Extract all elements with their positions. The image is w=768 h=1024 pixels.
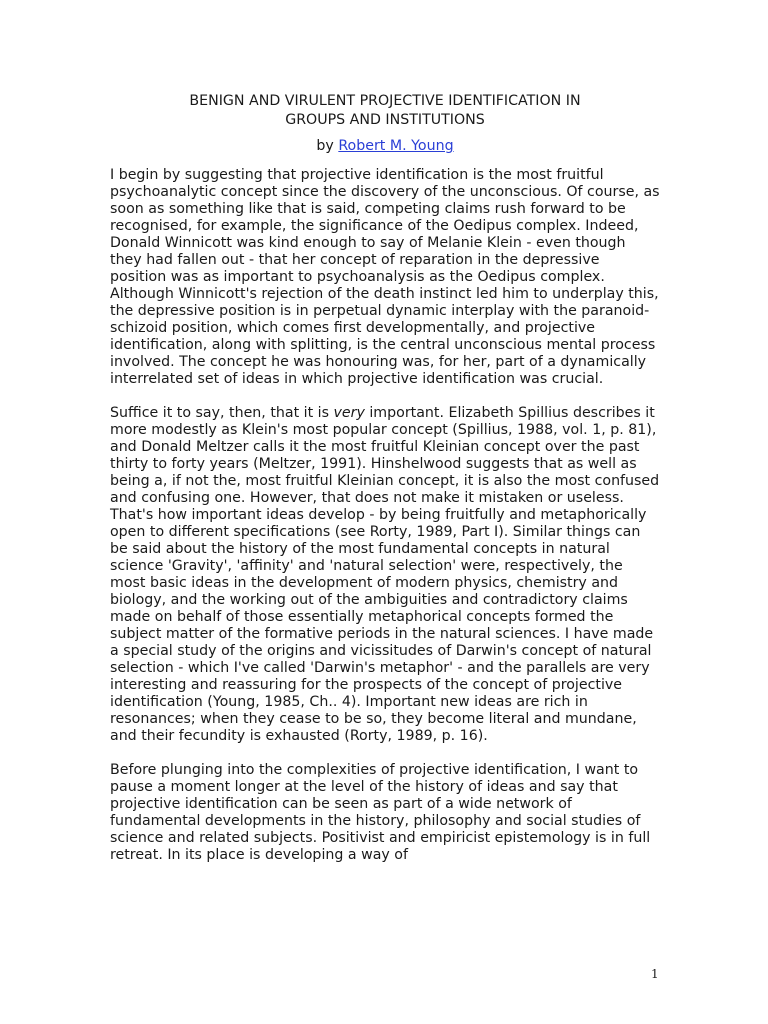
- document-title: [110, 92, 660, 130]
- paragraph-2: [110, 405, 660, 745]
- page-number: 1: [651, 967, 659, 981]
- author-link[interactable]: Robert M. Young: [338, 138, 454, 154]
- byline: [110, 138, 660, 155]
- paragraph-2-text-a: Suffice it to say, then, that it is: [110, 405, 334, 421]
- by-prefix: by: [316, 138, 339, 154]
- paragraph-1: I begin by suggesting that projective identification is the most fruitful psychoanalytic concept since the discovery of the unconscious. Of course, as soon as something like that is said, competing claims rush forward to be recognised, for example, the significance of the Oedipus complex. Indeed, Donald Winnicott was kind enough to say of Melanie Klein - even though they had fallen out - that her concept of reparation in the depressive position was as important to psychoanalysis as the Oedipus complex. Although Winnicott's rejection of the death instinct led him to underplay this, the depressive position is in perpetual dynamic interplay with the paranoid-schizoid position, which comes first developmentally, and projective identification, along with splitting, is the central unconscious mental process involved. The concept he was honouring was, for her, part of a dynamically interrelated set of ideas in which projective identification was crucial.: [110, 167, 660, 387]
- title-line-1: BENIGN AND VIRULENT PROJECTIVE IDENTIFICATION IN: [189, 93, 581, 109]
- paragraph-2-text-b: important. Elizabeth Spillius describes it more modestly as Klein's most popular concept (Spillius, 1988, vol. 1, p. 81), and Donald Meltzer calls it the most fruitful Kleinian concept over the past thirty to forty years (Meltzer, 1991). Hinshelwood suggests that as well as being a, if not the, most fruitful Kleinian concept, it is also the most confused and confusing one. However, that does not make it mistaken or useless. That's how important ideas develop - by being fruitfully and metaphorically open to different specifications (see Rorty, 1989, Part I). Similar things can be said about the history of the most fundamental concepts in natural science 'Gravity', 'affinity' and 'natural selection' were, respectively, the most basic ideas in the development of modern physics, chemistry and biology, and the working out of the ambiguities and contradictory claims made on behalf of those essentially metaphorical concepts formed the subject matter of the formative periods in the natural sciences. I have made a special study of the origins and vicissitudes of Darwin's concept of natural selection - which I've called 'Darwin's metaphor' - and the parallels are very interesting and reassuring for the prospects of the concept of projective identification (Young, 1985, Ch.. 4). Important new ideas are rich in resonances; when they cease to be so, they become literal and mundane, and their fecundity is exhausted (Rorty, 1989, p. 16).: [110, 405, 660, 744]
- paragraph-3: Before plunging into the complexities of projective identification, I want to pause a moment longer at the level of the history of ideas and say that projective identification can be seen as part of a wide network of fundamental developments in the history, philosophy and social studies of science and related subjects. Positivist and empiricist epistemology is in full retreat. In its place is developing a way of: [110, 762, 651, 863]
- title-line-2: GROUPS AND INSTITUTIONS: [285, 112, 485, 128]
- document-body: [110, 92, 660, 881]
- emphasis-word: very: [333, 405, 365, 421]
